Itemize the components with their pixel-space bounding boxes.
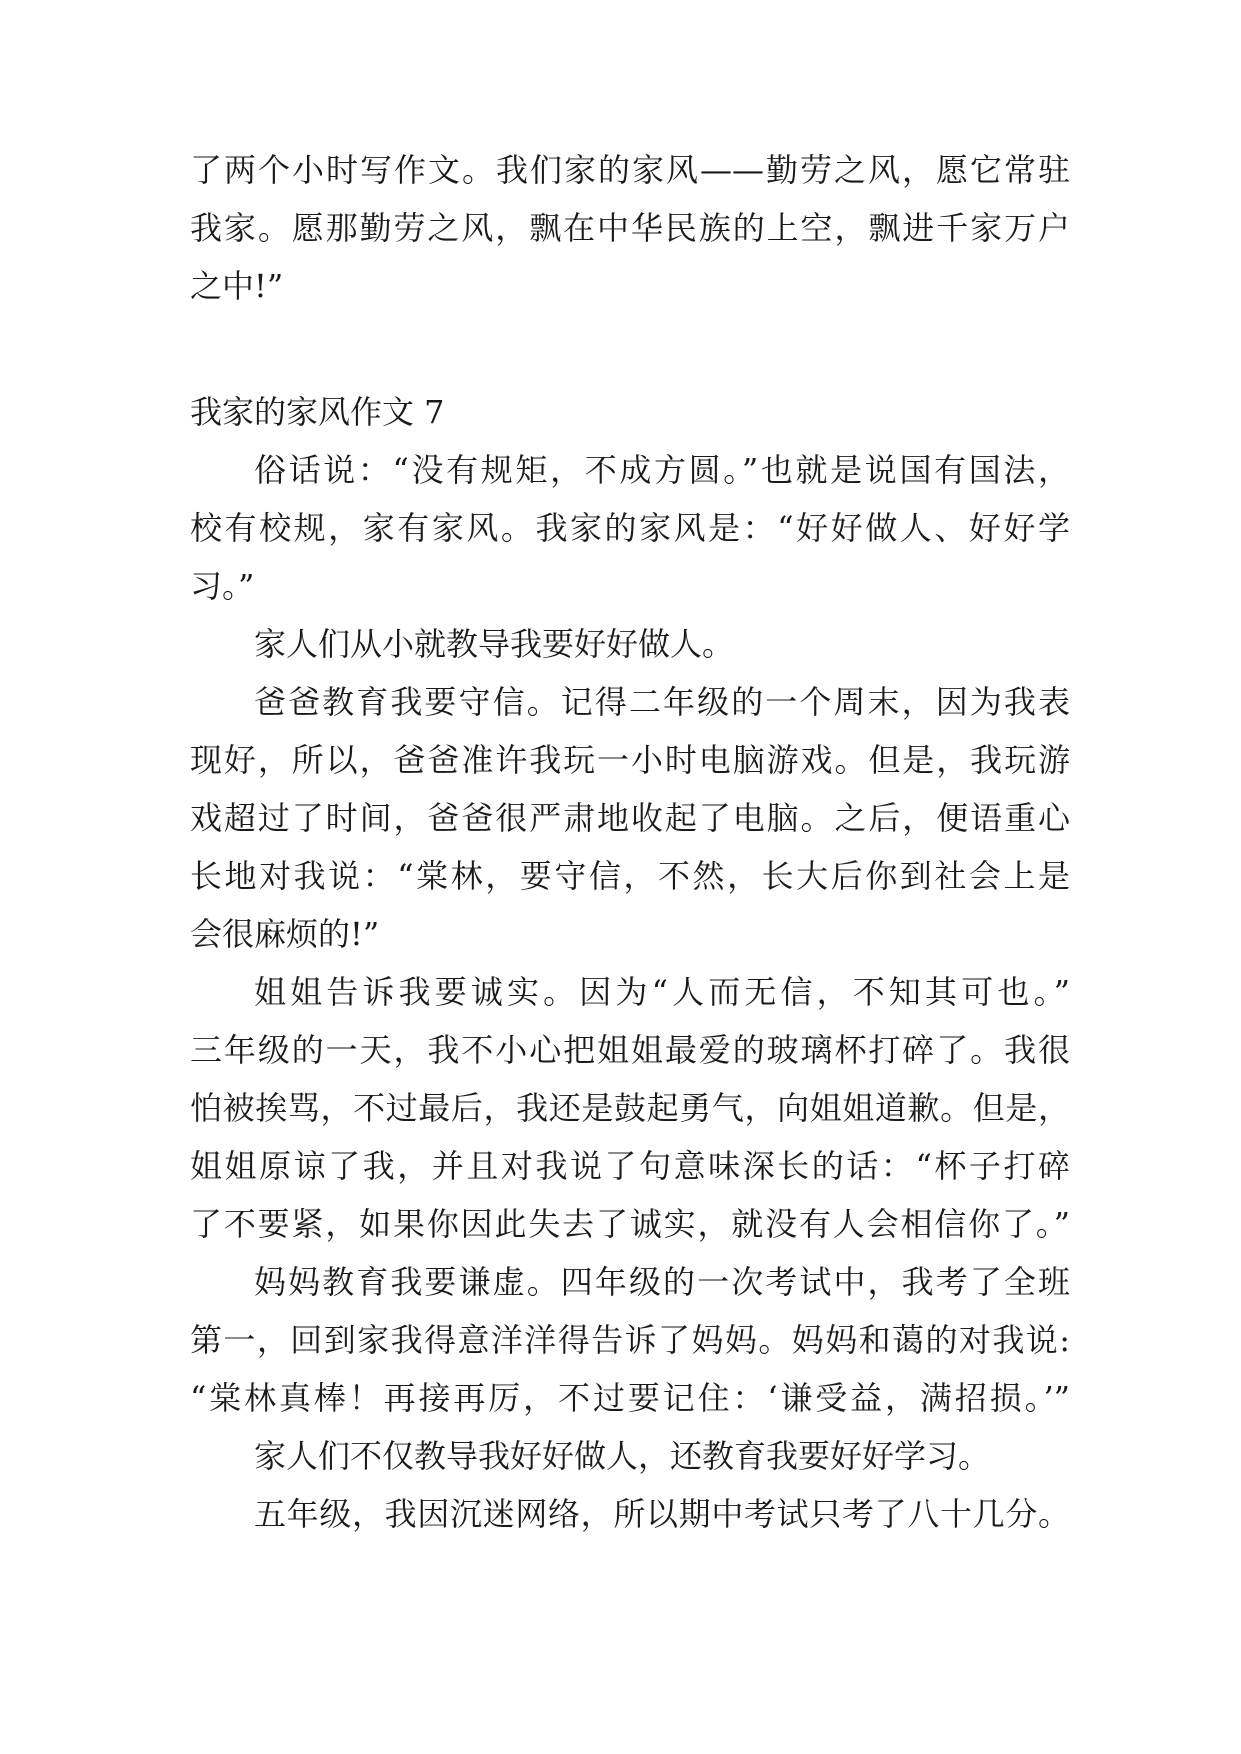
text-line-8: 家人们从小就教导我要好好做人。 (254, 625, 735, 663)
text-line-22: 家人们不仅教导我好好做人，还教育我要好好学习。 (254, 1437, 991, 1475)
text-line-15: 三年级的一天，我不小心把姐姐最爱的玻璃杯打碎了。我很 (190, 1031, 1070, 1069)
text-line-1: 了两个小时写作文。我们家的家风——勤劳之风，愿它常驻 (190, 151, 1070, 189)
text-line-21: “棠林真棒！再接再厉，不过要记住：‘谦受益，满招损。’” (190, 1379, 1070, 1417)
text-line-10: 现好，所以，爸爸准许我玩一小时电脑游戏。但是，我玩游 (190, 741, 1070, 779)
text-line-9: 爸爸教育我要守信。记得二年级的一个周末，因为我表 (254, 683, 1070, 721)
text-line-13: 会很麻烦的!” (190, 915, 380, 953)
text-line-2: 我家。愿那勤劳之风，飘在中华民族的上空，飘进千家万户 (190, 209, 1070, 247)
text-line-16: 怕被挨骂，不过最后，我还是鼓起勇气，向姐姐道歉。但是， (190, 1089, 1070, 1127)
text-line-23: 五年级，我因沉迷网络，所以期中考试只考了八十几分。 (254, 1495, 1070, 1533)
section-heading: 我家的家风作文 7 (190, 393, 445, 431)
text-line-7: 习。” (190, 567, 255, 605)
text-line-18: 了不要紧，如果你因此失去了诚实，就没有人会相信你了。” (190, 1205, 1070, 1243)
text-line-20: 第一，回到家我得意洋洋得告诉了妈妈。妈妈和蔼的对我说: (190, 1321, 1070, 1359)
text-line-19: 妈妈教育我要谦虚。四年级的一次考试中，我考了全班 (254, 1263, 1070, 1301)
text-line-5: 俗话说：“没有规矩，不成方圆。”也就是说国有国法， (254, 451, 1070, 489)
text-line-14: 姐姐告诉我要诚实。因为“人而无信，不知其可也。” (254, 973, 1070, 1011)
text-line-17: 姐姐原谅了我，并且对我说了句意味深长的话：“杯子打碎 (190, 1147, 1070, 1185)
text-line-12: 长地对我说：“棠林，要守信，不然，长大后你到社会上是 (190, 857, 1070, 895)
text-line-11: 戏超过了时间，爸爸很严肃地收起了电脑。之后，便语重心 (190, 799, 1070, 837)
text-line-3: 之中!” (190, 267, 284, 305)
text-line-6: 校有校规，家有家风。我家的家风是：“好好做人、好好学 (190, 509, 1070, 547)
